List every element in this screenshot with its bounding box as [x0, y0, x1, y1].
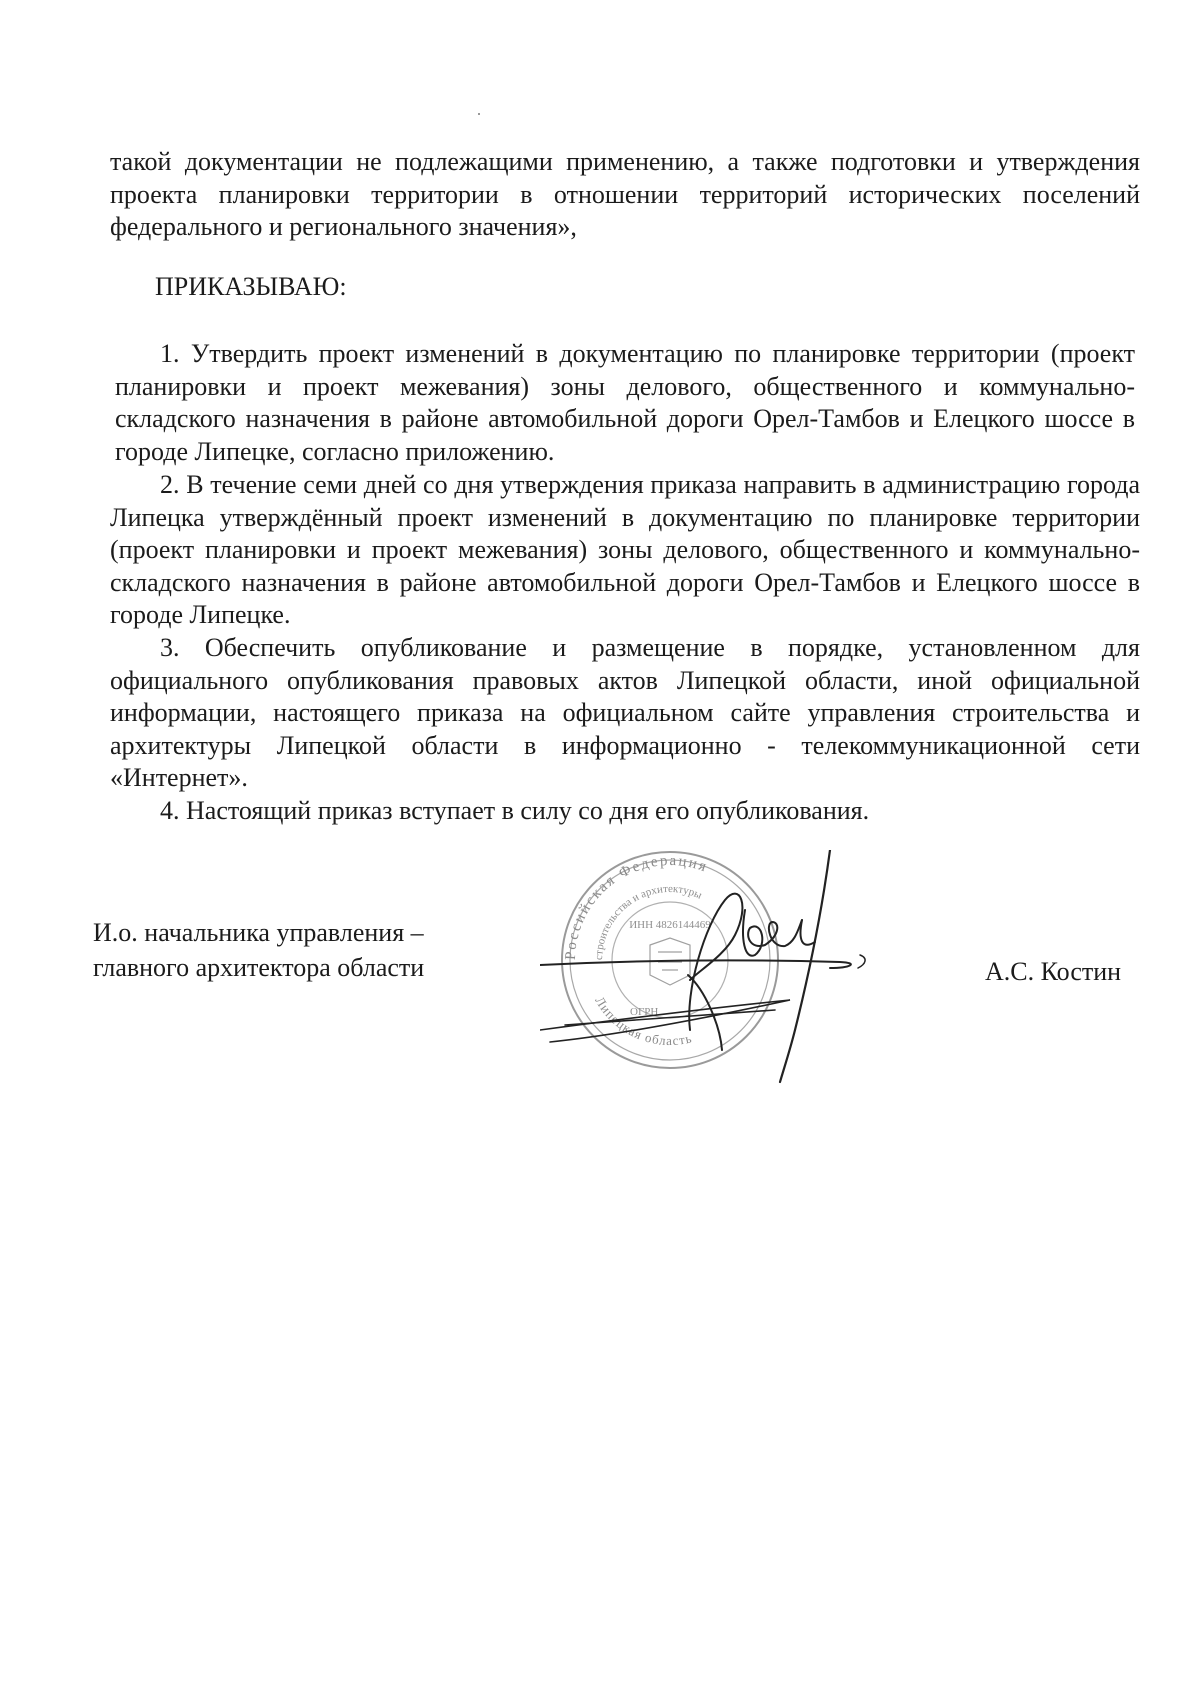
order-item-2: 2. В течение семи дней со дня утверждения приказа направить в администрацию города Липецка утверждённый проект изменений в документацию по планировке территории (проект планировки и проект межевания) зоны делового, общественного и коммунально-складского назначения в районе автомобильной дороги Орел-Тамбов и Елецкого шоссе в городе Липецке.	[110, 470, 1140, 629]
order-item-1: 1. Утвердить проект изменений в документацию по планировке территории (проект планировки и проект межевания) зоны делового, общественного и коммунально-складского назначения в районе автомобильной дороги Орел-Тамбов и Елецкого шоссе в городе Липецке, согласно приложению.	[115, 339, 1135, 466]
seal-inn-text: ИНН 4826144469	[629, 919, 711, 931]
signatory-position-line1: И.о. начальника управления –	[93, 918, 424, 947]
handwritten-signature	[540, 850, 865, 1082]
stamp-and-signature	[540, 850, 920, 1090]
seal-inner-text: строительства и архитектуры	[592, 882, 704, 961]
intro-paragraph: такой документации не подлежащими применению, а также подготовки и утверждения проекта планировки территории в отношении территорий исторических поселений федерального и регионального значения»,	[110, 147, 1140, 241]
seal-ogrn-text: ОГРН	[630, 1006, 659, 1018]
order-item-4: 4. Настоящий приказ вступает в силу со дня его опубликования.	[160, 796, 870, 825]
seal-bottom-text: Липецкая область	[592, 993, 694, 1049]
order-item-3: 3. Обеспечить опубликование и размещение в порядке, установленном для официального опубликования правовых актов Липецкой области, иной официальной информации, настоящего приказа на официальном сайте управления строительства и архитектуры Липецкой области в информационно - телекоммуникационной сети «Интернет».	[110, 633, 1140, 792]
official-seal	[540, 850, 920, 1090]
seal-outer-text: Российская Федерация	[562, 852, 711, 961]
signatory-name: А.С. Костин	[985, 957, 1122, 986]
order-heading: ПРИКАЗЫВАЮ:	[155, 272, 347, 301]
signatory-position	[93, 915, 424, 985]
scan-speck	[478, 113, 480, 115]
signatory-position-line2: главного архитектора области	[93, 953, 425, 982]
